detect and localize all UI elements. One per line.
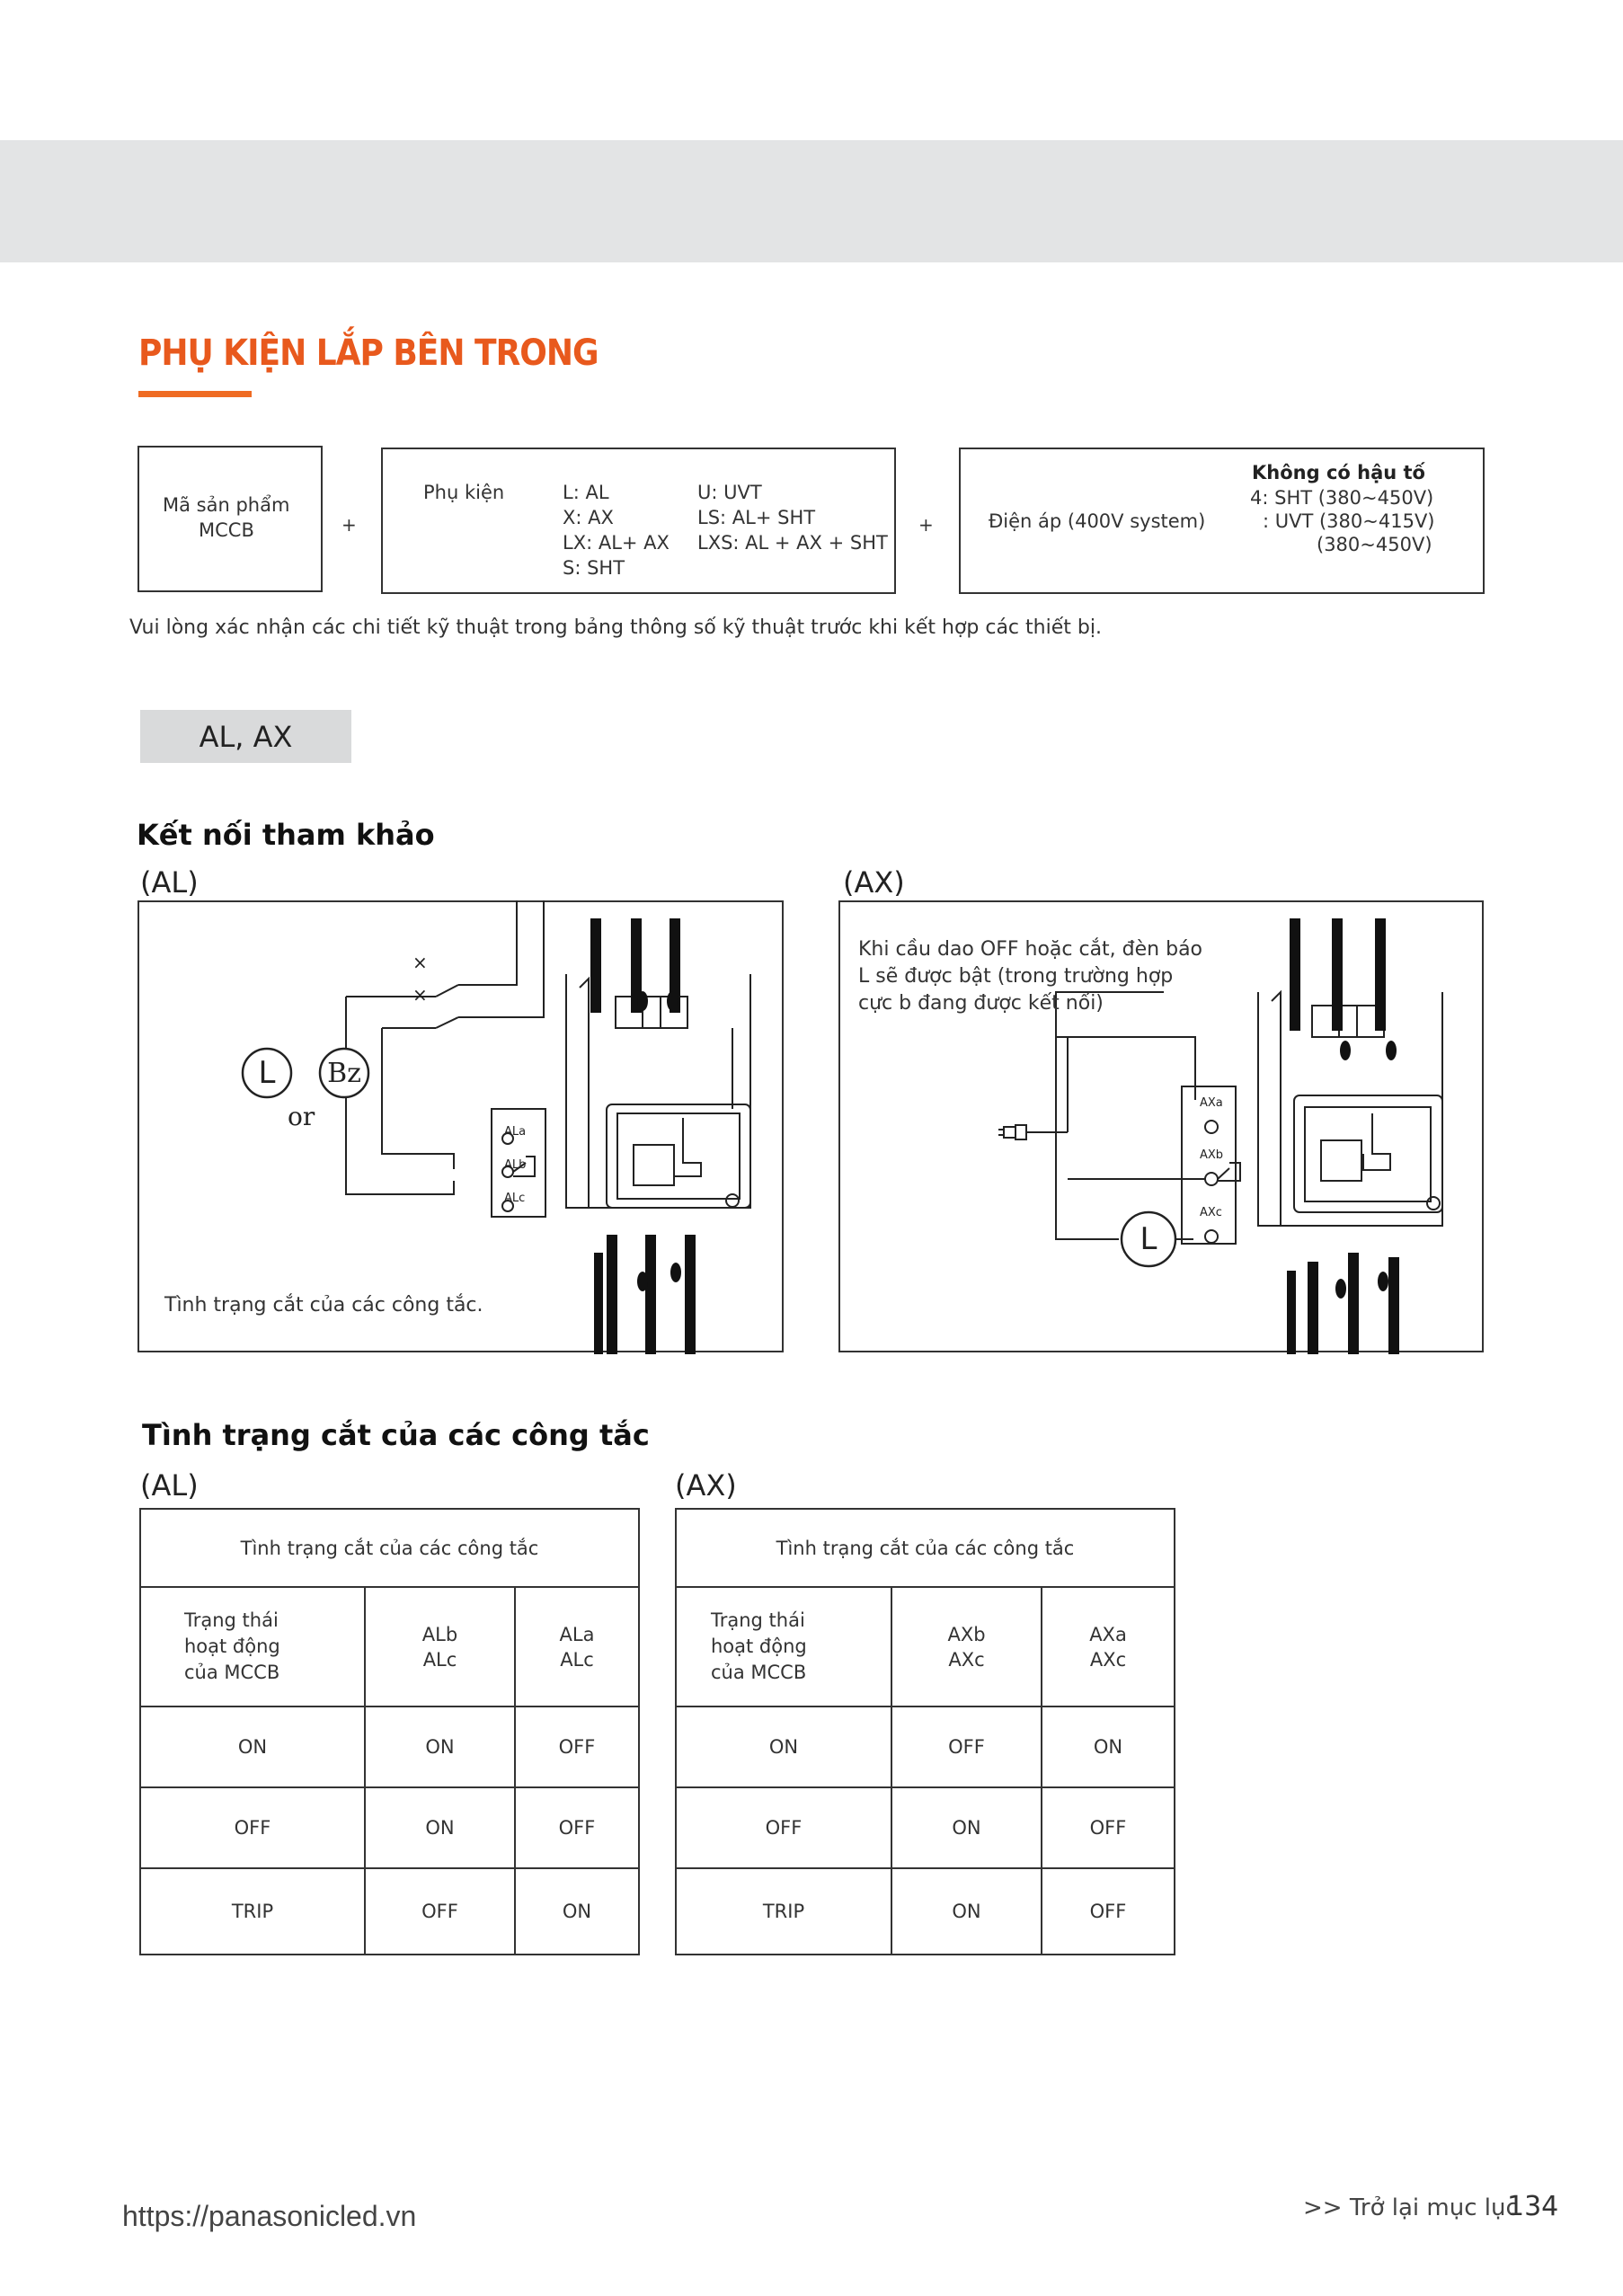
- title-underline: [138, 391, 252, 397]
- table-cell: ON: [891, 1868, 1042, 1955]
- voltage-line-0: 4: SHT (380~450V): [1250, 487, 1434, 509]
- accessory-col1-2: LX: AL+ AX: [563, 532, 670, 554]
- table-cell: ON: [365, 1787, 515, 1868]
- terminal-alc: ALc: [504, 1192, 526, 1205]
- compatibility-note: Vui lòng xác nhận các chi tiết kỹ thuật trong bảng thông số kỹ thuật trước khi kết hợp các thiết bị.: [129, 616, 1102, 639]
- svg-text:×: ×: [412, 952, 428, 973]
- al-status-label: (AL): [140, 1468, 199, 1503]
- ax-description-line: Khi cầu dao OFF hoặc cắt, đèn báo: [858, 938, 1203, 961]
- table-row: [140, 1787, 639, 1868]
- table-cell: TRIP: [140, 1868, 365, 1955]
- table-cell: OFF: [515, 1706, 639, 1787]
- al-wiring-diagram: [139, 902, 785, 1354]
- table-cell: OFF: [515, 1787, 639, 1868]
- accessory-col2-0: U: UVT: [697, 482, 762, 503]
- al-ax-tag: AL, AX: [140, 710, 351, 763]
- accessory-col2-2: LXS: AL + AX + SHT: [697, 532, 888, 554]
- header-line: ALb: [421, 1623, 458, 1645]
- header-line: AXc: [948, 1648, 985, 1671]
- table-cell: ON: [515, 1868, 639, 1955]
- voltage-line-2: (380~450V): [1317, 534, 1432, 555]
- header-line: Trạng thái: [184, 1609, 279, 1631]
- header-line: ALc: [422, 1648, 457, 1671]
- table-cell: ON: [140, 1706, 365, 1787]
- table-cell: OFF: [891, 1706, 1042, 1787]
- header-line: của MCCB: [711, 1662, 807, 1683]
- header-band: [0, 140, 1623, 262]
- header-line: Trạng thái: [711, 1609, 805, 1631]
- ax-description-line: cực b đang được kết nối): [858, 992, 1104, 1015]
- header-line: ALc: [560, 1648, 594, 1671]
- table-row: [676, 1868, 1175, 1955]
- table-cell: OFF: [1042, 1787, 1175, 1868]
- table-cell: TRIP: [676, 1868, 891, 1955]
- accessory-col1-0: L: AL: [563, 482, 609, 503]
- buzzer-label: Bz: [327, 1057, 361, 1089]
- voltage-line-1: : UVT (380~415V): [1263, 510, 1435, 532]
- accessory-label: Phụ kiện: [423, 482, 505, 503]
- header-line: của MCCB: [184, 1662, 280, 1683]
- ax-table-header-state: [676, 1587, 891, 1706]
- accessory-code-box: [381, 448, 896, 594]
- status-title: Tình trạng cắt của các công tắc: [142, 1418, 650, 1452]
- al-table-caption: Tình trạng cắt của các công tắc: [140, 1509, 639, 1587]
- product-code-line1: Mã sản phẩm: [163, 494, 290, 516]
- terminal-alb: ALb: [504, 1158, 527, 1172]
- svg-text:×: ×: [412, 984, 428, 1006]
- table-cell: ON: [891, 1787, 1042, 1868]
- accessory-col1-3: S: SHT: [563, 557, 625, 579]
- table-cell: OFF: [140, 1787, 365, 1868]
- ax-status-label: (AX): [675, 1468, 737, 1503]
- section-title: PHỤ KIỆN LẮP BÊN TRONG: [138, 332, 599, 374]
- ax-connection-label: (AX): [843, 865, 905, 900]
- table-cell: OFF: [676, 1787, 891, 1868]
- plus-sign-2: +: [918, 514, 934, 536]
- voltage-code-box: [959, 448, 1485, 594]
- terminal-axc: AXc: [1200, 1206, 1222, 1219]
- table-row: [676, 1706, 1175, 1787]
- ax-table-header-axb: [891, 1587, 1042, 1706]
- plus-sign-1: +: [341, 514, 357, 536]
- ax-table-caption: Tình trạng cắt của các công tắc: [676, 1509, 1175, 1587]
- table-row: [676, 1787, 1175, 1868]
- ax-description-line: L sẽ được bật (trong trường hợp: [858, 965, 1174, 988]
- table-row: [140, 1706, 639, 1787]
- header-line: ALa: [559, 1623, 595, 1645]
- product-code-box: [137, 446, 323, 592]
- footer-url-link[interactable]: https://panasonicled.vn: [122, 2200, 417, 2232]
- voltage-label: Điện áp (400V system): [989, 510, 1206, 532]
- header-line: AXb: [947, 1623, 986, 1645]
- voltage-heading: Không có hậu tố: [1252, 462, 1425, 483]
- back-to-contents-link[interactable]: >> Trở lại mục lục: [1303, 2194, 1519, 2221]
- or-text: or: [288, 1102, 315, 1131]
- header-line: hoạt động: [184, 1636, 280, 1657]
- al-diagram-panel: [137, 900, 784, 1352]
- lamp-label: L: [258, 1055, 276, 1091]
- terminal-axa: AXa: [1200, 1096, 1223, 1110]
- ax-table-header-axa: [1042, 1587, 1175, 1706]
- ax-description: [858, 936, 1202, 1017]
- ax-lamp-label: L: [1140, 1221, 1157, 1257]
- table-cell: OFF: [1042, 1868, 1175, 1955]
- header-line: hoạt động: [711, 1636, 807, 1657]
- header-line: AXc: [1089, 1648, 1127, 1671]
- page-number: 134: [1507, 2191, 1559, 2222]
- al-table-header-ala: [515, 1587, 639, 1706]
- ax-status-table: [675, 1508, 1175, 1955]
- table-cell: OFF: [365, 1868, 515, 1955]
- accessory-col2-1: LS: AL+ SHT: [697, 507, 816, 528]
- product-code-line2: MCCB: [199, 519, 254, 541]
- terminal-axb: AXb: [1200, 1148, 1224, 1162]
- al-status-table: [139, 1508, 640, 1955]
- table-row: [140, 1868, 639, 1955]
- terminal-ala: ALa: [504, 1125, 527, 1139]
- table-cell: ON: [365, 1706, 515, 1787]
- table-cell: ON: [1042, 1706, 1175, 1787]
- al-table-header-alb: [365, 1587, 515, 1706]
- table-cell: ON: [676, 1706, 891, 1787]
- al-diagram-caption: Tình trạng cắt của các công tắc.: [164, 1294, 483, 1316]
- accessory-col1-1: X: AX: [563, 507, 614, 528]
- connection-title: Kết nối tham khảo: [137, 818, 435, 852]
- header-line: AXa: [1089, 1623, 1127, 1645]
- al-connection-label: (AL): [140, 865, 199, 900]
- ax-diagram-panel: [838, 900, 1484, 1352]
- al-table-header-state: [140, 1587, 365, 1706]
